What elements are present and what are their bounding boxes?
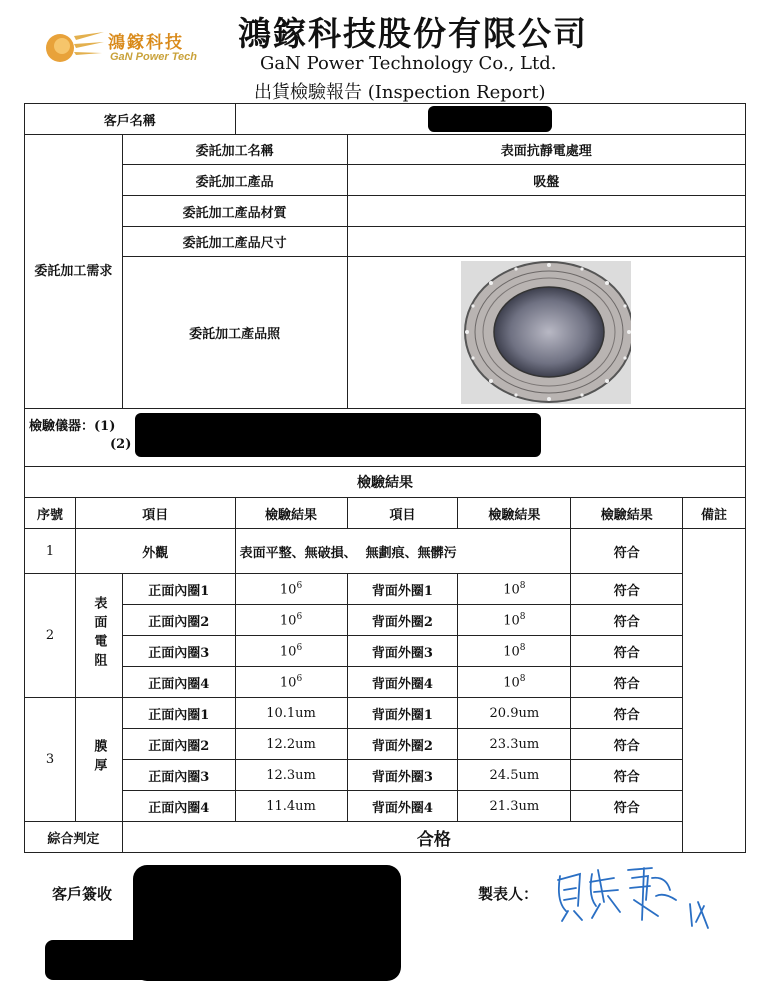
back-position: 背面外圈2 (347, 729, 458, 760)
front-value: 12.2um (235, 729, 347, 760)
thickness-row (25, 791, 746, 822)
header-no: 序號 (25, 498, 76, 529)
back-value: $10^8$ (458, 636, 571, 667)
company-name-en: GaN Power Technology Co., Ltd. (260, 53, 557, 74)
front-value: $10^6$ (235, 667, 347, 698)
appearance-verdict: 符合 (571, 529, 683, 574)
verdict: 符合 (571, 636, 683, 667)
requirement-label: 委託加工產品材質 (122, 196, 347, 227)
appearance-item: 外觀 (75, 529, 235, 574)
verdict: 符合 (571, 667, 683, 698)
front-value: 11.4um (235, 791, 347, 822)
thickness-row (25, 698, 746, 729)
verdict: 符合 (571, 760, 683, 791)
instrument-row (25, 409, 746, 467)
verdict: 符合 (571, 574, 683, 605)
front-value: $10^6$ (235, 636, 347, 667)
logo-text-en: GaN Power Tech (110, 51, 198, 63)
front-value: $10^6$ (235, 574, 347, 605)
back-value: 24.5um (458, 760, 571, 791)
appearance-row (25, 529, 746, 574)
front-position: 正面內圈3 (122, 636, 235, 667)
requirement-value: 吸盤 (347, 165, 745, 196)
report-title: 出貨檢驗報告 (Inspection Report) (254, 82, 546, 103)
resistance-row (25, 636, 746, 667)
company-logo-icon (36, 26, 106, 66)
front-position: 正面內圈4 (122, 791, 235, 822)
back-position: 背面外圈4 (347, 791, 458, 822)
verdict: 符合 (571, 729, 683, 760)
resistance-group-cell (75, 574, 122, 698)
front-value: $10^6$ (235, 605, 347, 636)
logo-text-cn: 鴻鎵科技 (108, 33, 184, 53)
resistance-no: 2 (25, 574, 76, 698)
customer-row (25, 104, 746, 135)
back-value: $10^8$ (458, 574, 571, 605)
back-value: $10^8$ (458, 667, 571, 698)
front-value: 12.3um (235, 760, 347, 791)
overall-value: 合格 (122, 822, 745, 853)
requirement-row (25, 227, 746, 257)
requirement-row (25, 196, 746, 227)
back-value: 21.3um (458, 791, 571, 822)
header-remark: 備註 (683, 498, 746, 529)
company-name-cn: 鴻鎵科技股份有限公司 (238, 14, 588, 53)
instrument-cell (25, 409, 746, 467)
customer-label: 客戶名稱 (25, 104, 236, 135)
photo-cell (347, 257, 745, 409)
results-title-row (25, 467, 746, 498)
requirement-label: 委託加工名稱 (122, 135, 347, 165)
requirement-label: 委託加工產品尺寸 (122, 227, 347, 257)
back-position: 背面外圈2 (347, 605, 458, 636)
redacted-instruments (135, 413, 541, 457)
customer-sign-label: 客戶簽收 (52, 885, 113, 903)
thickness-group: 膜厚 (91, 738, 107, 777)
requirement-value (347, 227, 745, 257)
verdict: 符合 (571, 605, 683, 636)
front-position: 正面內圈2 (122, 729, 235, 760)
results-header-row (25, 498, 746, 529)
appearance-no: 1 (25, 529, 76, 574)
back-value: 23.3um (458, 729, 571, 760)
header-result: 檢驗結果 (235, 498, 347, 529)
instrument-label-2: (2) (110, 437, 132, 452)
overall-row (25, 822, 746, 853)
thickness-group-cell (75, 698, 122, 822)
back-position: 背面外圈1 (347, 574, 458, 605)
requirement-label: 委託加工產品 (122, 165, 347, 196)
overall-label: 綜合判定 (25, 822, 123, 853)
header-result-back: 檢驗結果 (458, 498, 571, 529)
verdict: 符合 (571, 791, 683, 822)
requirement-value (347, 196, 745, 227)
back-value: 20.9um (458, 698, 571, 729)
resistance-row (25, 667, 746, 698)
verdict: 符合 (571, 698, 683, 729)
header-item-back: 項目 (347, 498, 458, 529)
resistance-row (25, 574, 746, 605)
requirement-group-label: 委託加工需求 (25, 135, 123, 409)
front-position: 正面內圈3 (122, 760, 235, 791)
redacted-customer-signature-extra (45, 940, 225, 980)
requirement-value: 表面抗靜電處理 (347, 135, 745, 165)
back-value: $10^8$ (458, 605, 571, 636)
redacted-customer (428, 106, 552, 132)
front-position: 正面內圈2 (122, 605, 235, 636)
resistance-group: 表面電阻 (91, 595, 107, 672)
thickness-row (25, 760, 746, 791)
back-position: 背面外圈3 (347, 636, 458, 667)
inspection-report-table (24, 103, 746, 853)
customer-value (235, 104, 745, 135)
back-position: 背面外圈1 (347, 698, 458, 729)
maker-label: 製表人： (478, 885, 539, 903)
resistance-row (25, 605, 746, 636)
front-position: 正面內圈4 (122, 667, 235, 698)
front-position: 正面內圈1 (122, 698, 235, 729)
back-position: 背面外圈3 (347, 760, 458, 791)
requirement-photo-row (25, 257, 746, 409)
header-verdict: 檢驗結果 (571, 498, 683, 529)
results-title: 檢驗結果 (25, 467, 746, 498)
product-photo (461, 261, 631, 404)
remark-cell (683, 529, 746, 853)
instrument-label-1: 檢驗儀器：(1) (29, 419, 116, 434)
requirement-row (25, 165, 746, 196)
header-item: 項目 (75, 498, 235, 529)
photo-label: 委託加工產品照 (122, 257, 347, 409)
thickness-no: 3 (25, 698, 76, 822)
appearance-result: 表面平整、無破損、 無劃痕、無髒污 (235, 529, 571, 574)
thickness-row (25, 729, 746, 760)
back-position: 背面外圈4 (347, 667, 458, 698)
front-position: 正面內圈1 (122, 574, 235, 605)
front-value: 10.1um (235, 698, 347, 729)
requirement-row (25, 135, 746, 165)
handwritten-signature (548, 856, 728, 936)
